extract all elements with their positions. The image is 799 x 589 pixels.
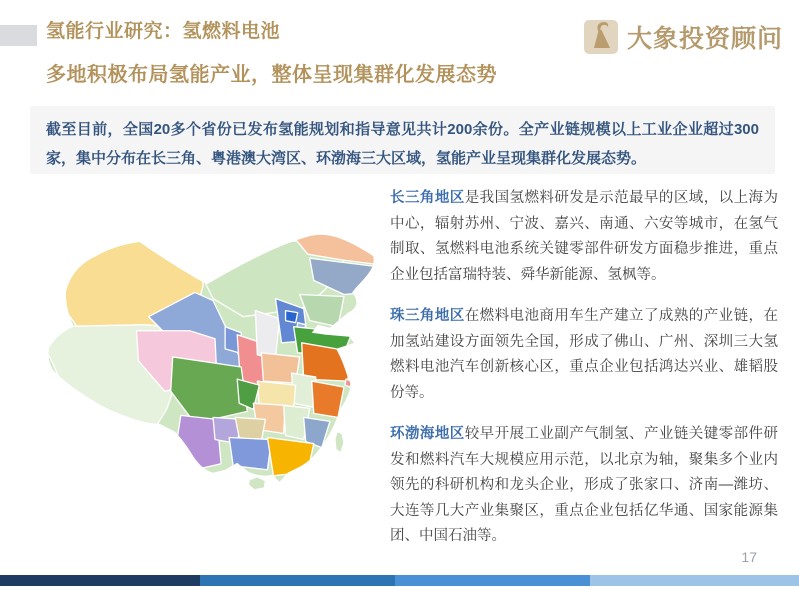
- china-map: [42, 230, 378, 502]
- province-taiwan: [335, 431, 344, 452]
- region-name: 珠三角地区: [390, 308, 465, 324]
- region-descriptions: [390, 186, 778, 566]
- china-map-svg: [42, 230, 378, 502]
- province-guangdong: [267, 438, 313, 476]
- summary-text: 截至目前，全国20多个省份已发布氢能规划和指导意见共计200余份。全产业链规模以上工业企业超过300家，集中分布在长三角、粤港澳大湾区、环渤海三大区域，氢能产业呈现集群化发展态势。: [46, 121, 759, 167]
- province-hainan: [248, 477, 265, 490]
- footer-bar-segment-2: [200, 575, 395, 586]
- page-number: 17: [741, 549, 757, 565]
- paragraph-pearl-delta: [390, 304, 778, 406]
- footer-bar-segment-1: [0, 575, 200, 586]
- page-title: 氢能行业研究：氢燃料电池: [46, 21, 281, 42]
- elephant-icon: [583, 19, 619, 55]
- province-beijing: [286, 311, 298, 323]
- province-shanghai: [345, 379, 352, 387]
- company-name: 大象投资顾问: [626, 26, 783, 53]
- province-zhejiang: [312, 381, 344, 417]
- region-text: 是我国氢燃料研发是示范最早的区域，以上海为中心，辐射苏州、宁波、嘉兴、南通、六安等城市，在氢气制取、氢燃料电池系统关键零部件研发方面稳步推进，重点企业包括富瑞特装、舜华新能源、氢枫等。: [390, 190, 779, 283]
- paragraph-bohai-rim: [390, 422, 778, 550]
- region-name: 环渤海地区: [390, 426, 465, 442]
- page-subtitle: 多地积极布局氢能产业，整体呈现集群化发展态势: [46, 64, 497, 86]
- province-shanxi: [255, 311, 279, 359]
- company-logo: [583, 19, 783, 55]
- footer-bar-segment-3: [395, 575, 590, 586]
- paragraph-yangtze-delta: [390, 186, 778, 288]
- summary-panel: [30, 106, 775, 174]
- region-text: 在燃料电池商用车生产建立了成熟的产业链，在加氢站建设方面领先全国，形成了佛山、广州、深圳三大氢燃料电池汽车创新核心区，重点企业包括鸿达兴业、雄韬股份等。: [390, 308, 779, 401]
- title-accent-bar: [0, 25, 37, 46]
- title-block: [46, 16, 497, 87]
- footer-bar: [0, 575, 799, 586]
- region-text: 较早开展工业副产气制氢、产业链关键零部件研发和燃料汽车大规模应用示范，以北京为轴，聚集多个业内领先的科研机构和龙头企业，形成了张家口、济南—潍坊、大连等几大产业集聚区，重点企业包括亿华通、国家能源集团、中国石油等。: [390, 426, 779, 544]
- province-guangxi: [229, 438, 271, 470]
- mainland-group: [44, 230, 376, 502]
- footer-bar-segment-4: [590, 575, 799, 586]
- region-name: 长三角地区: [390, 190, 465, 206]
